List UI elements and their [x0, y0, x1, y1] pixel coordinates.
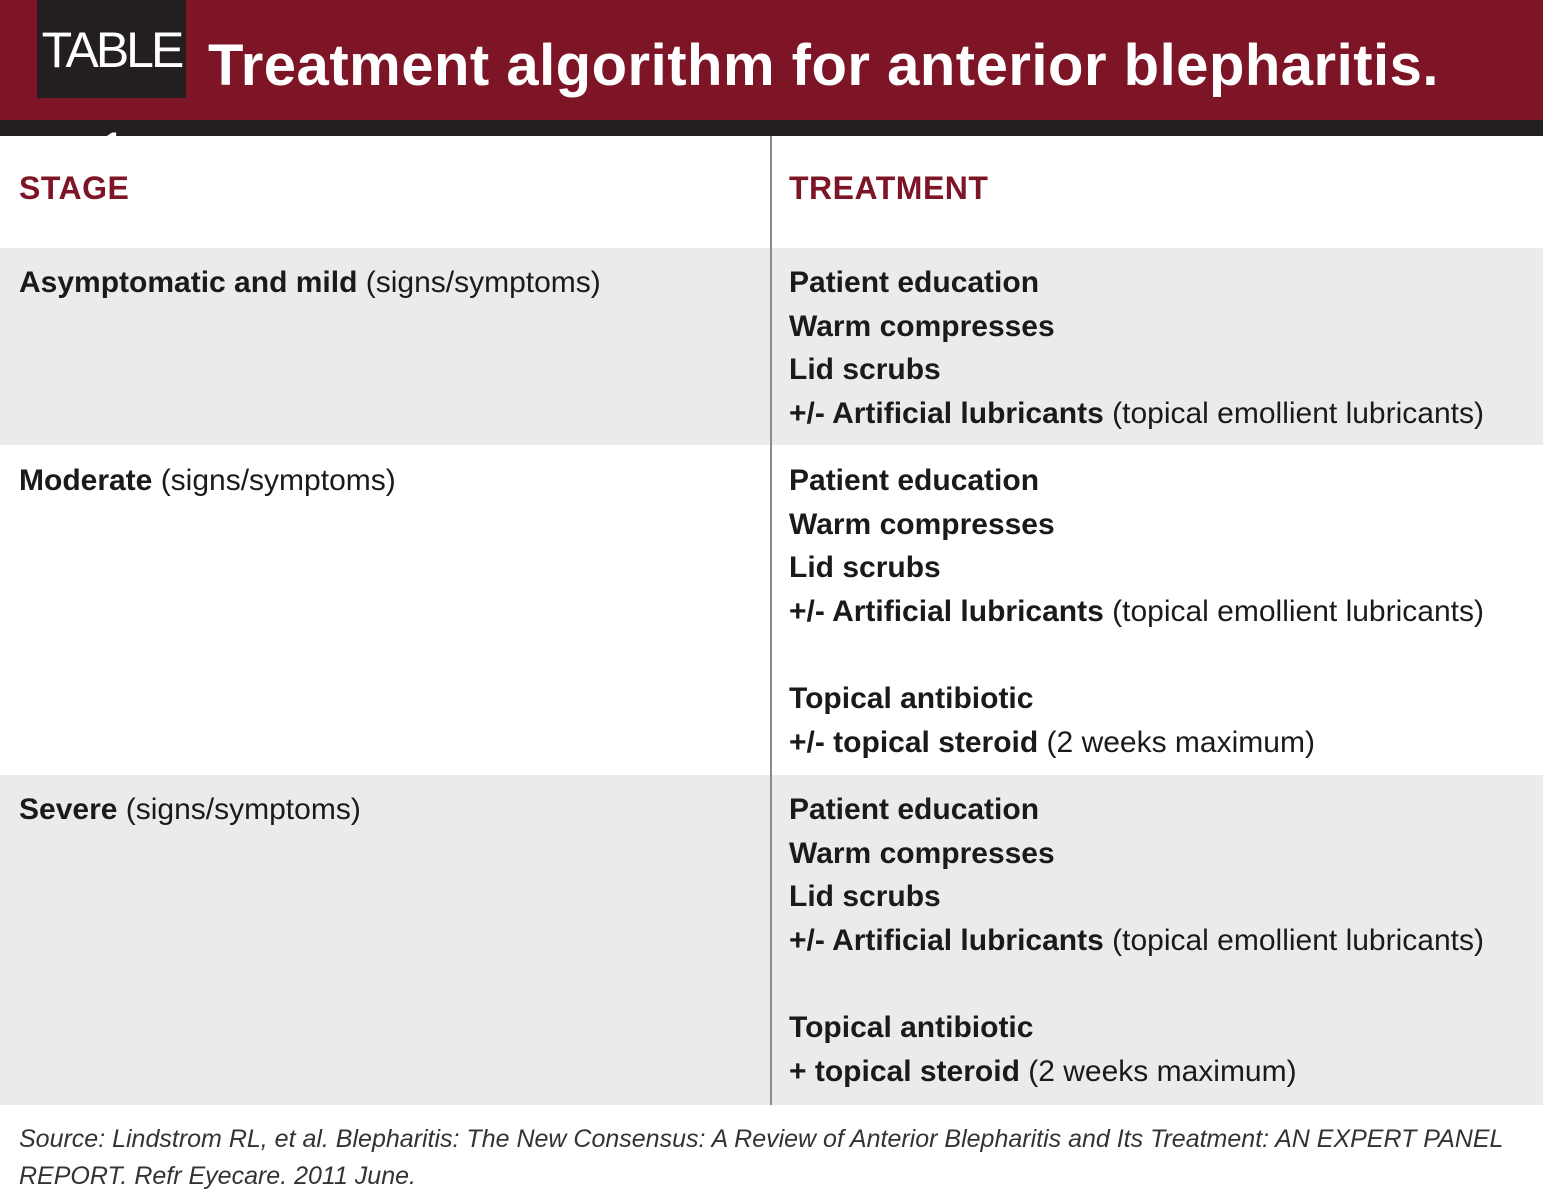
treatment-name: +/- Artificial lubricants [789, 594, 1104, 628]
column-header-treatment: TREATMENT [789, 170, 989, 206]
treatment-item [789, 919, 1484, 963]
table-tag-label: TABLE 1 [41, 22, 182, 178]
treatment-item [789, 788, 1484, 832]
treatment-note: (topical emollient lubricants) [1103, 594, 1484, 628]
treatment-name: + topical steroid [789, 1054, 1020, 1088]
treatment-note: (2 weeks maximum) [1019, 1054, 1297, 1088]
source-citation: Source: Lindstrom RL, et al. Blepharitis: The New Consensus: A Review of Anterior Blepharitis and Its Treatment: AN EXPERT PANEL REPORT. Refr Eyecare. 2011 June. [19, 1125, 1503, 1190]
treatment-note: (topical emollient lubricants) [1103, 396, 1484, 430]
treatment-name: Lid scrubs [789, 551, 941, 585]
treatment-note: (2 weeks maximum) [1038, 725, 1315, 759]
stage-cell [19, 792, 361, 828]
stage-cell [19, 265, 601, 301]
treatment-cell [789, 261, 1484, 435]
column-header-stage: STAGE [19, 170, 130, 206]
treatment-name: Topical antibiotic [789, 681, 1034, 715]
stage-note: (signs/symptoms) [152, 464, 396, 497]
treatment-note: (topical emollient lubricants) [1103, 923, 1484, 957]
treatment-item [789, 392, 1484, 436]
treatment-item [789, 503, 1484, 547]
treatment-name: +/- Artificial lubricants [789, 396, 1104, 430]
treatment-item [789, 590, 1484, 634]
treatment-name: +/- topical steroid [789, 725, 1039, 759]
treatment-item [789, 1006, 1484, 1050]
treatment-item [789, 261, 1484, 305]
table-title: Treatment algorithm for anterior blepharitis. [208, 33, 1440, 98]
treatment-item [789, 832, 1484, 876]
stage-name: Severe [19, 793, 118, 826]
treatment-cell [789, 788, 1484, 1093]
stage-name: Moderate [19, 464, 153, 497]
treatment-item [789, 721, 1484, 765]
stage-note: (signs/symptoms) [117, 793, 361, 826]
treatment-name: Warm compresses [789, 836, 1055, 870]
treatment-cell [789, 459, 1484, 764]
treatment-name: Patient education [789, 793, 1040, 826]
stage-note: (signs/symptoms) [357, 266, 601, 299]
treatment-item [789, 348, 1484, 392]
treatment-item [789, 677, 1484, 721]
treatment-name: Patient education [789, 464, 1040, 497]
treatment-item [789, 546, 1484, 590]
treatment-name: +/- Artificial lubricants [789, 923, 1104, 957]
treatment-name: Patient education [789, 266, 1040, 299]
stage-name: Asymptomatic and mild [19, 266, 358, 299]
treatment-item [789, 305, 1484, 349]
banner-rule [0, 120, 1543, 136]
treatment-name: Lid scrubs [789, 353, 941, 387]
treatment-item [789, 459, 1484, 503]
treatment-name: Warm compresses [789, 507, 1055, 541]
treatment-item [789, 1050, 1484, 1094]
treatment-name: Warm compresses [789, 309, 1055, 343]
treatment-name: Topical antibiotic [789, 1010, 1034, 1044]
treatment-name: Lid scrubs [789, 880, 941, 914]
column-divider [770, 136, 772, 1105]
stage-cell [19, 463, 396, 499]
treatment-item [789, 875, 1484, 919]
